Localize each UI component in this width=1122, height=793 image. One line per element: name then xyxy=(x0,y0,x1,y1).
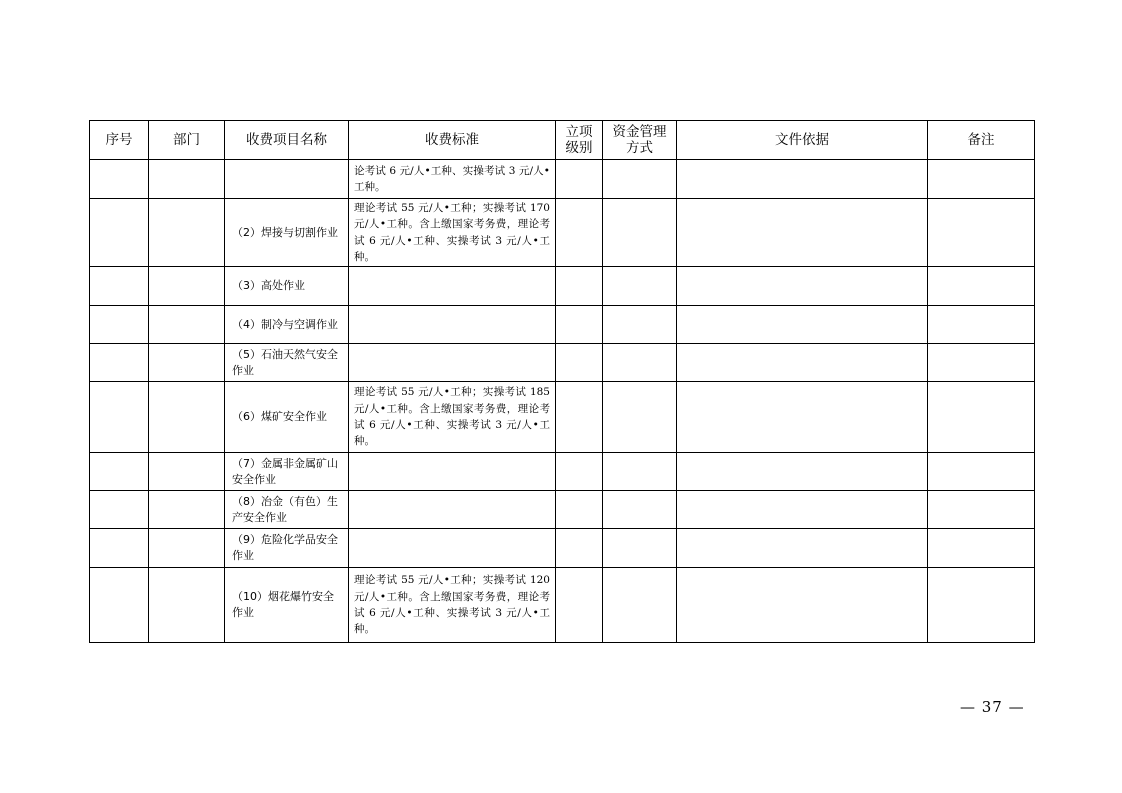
fee-table xyxy=(89,120,1035,643)
header-seq: 序号 xyxy=(90,121,149,160)
table-row xyxy=(90,344,1035,382)
fee-standard-cell xyxy=(349,491,556,529)
header-fund-line2: 方式 xyxy=(626,140,653,156)
header-item-name: 收费项目名称 xyxy=(225,121,349,160)
table-row xyxy=(90,306,1035,344)
fee-standard-cell xyxy=(349,344,556,382)
table-row xyxy=(90,382,1035,453)
table-row xyxy=(90,568,1035,643)
header-level-line2: 级别 xyxy=(565,140,593,156)
fee-standard-cell: 理论考试 55 元/人•工种；实操考试 120 元/人•工种。含上缴国家考务费，理论考试 6 元/人•工种、实操考试 3 元/人•工种。 xyxy=(349,568,556,643)
table-row xyxy=(90,529,1035,568)
fee-standard-cell: 理论考试 55 元/人•工种；实操考试 170 元/人•工种。含上缴国家考务费，理论考试 6 元/人•工种、实操考试 3 元/人•工种。 xyxy=(349,199,556,267)
item-name-cell: （4）制冷与空调作业 xyxy=(225,306,349,344)
item-name-cell: （9）危险化学品安全作业 xyxy=(225,529,349,568)
item-name-cell xyxy=(225,160,349,199)
item-name-cell: （6）煤矿安全作业 xyxy=(225,382,349,453)
header-dept: 部门 xyxy=(149,121,225,160)
fee-standard-cell xyxy=(349,306,556,344)
item-name-cell: （2）焊接与切割作业 xyxy=(225,199,349,267)
table-row xyxy=(90,491,1035,529)
fee-standard-cell xyxy=(349,453,556,491)
header-row xyxy=(90,121,1035,160)
item-name-cell: （7）金属非金属矿山安全作业 xyxy=(225,453,349,491)
header-level xyxy=(556,121,603,160)
table-row xyxy=(90,267,1035,306)
header-fund xyxy=(603,121,677,160)
item-name-cell: （8）冶金（有色）生产安全作业 xyxy=(225,491,349,529)
fee-standard-cell xyxy=(349,267,556,306)
table-row xyxy=(90,199,1035,267)
table-row xyxy=(90,453,1035,491)
fee-standard-cell xyxy=(349,529,556,568)
page-number: — 37 — xyxy=(960,698,1025,716)
item-name-cell: （3）高处作业 xyxy=(225,267,349,306)
item-name-cell: （5）石油天然气安全作业 xyxy=(225,344,349,382)
header-fund-line1: 资金管理 xyxy=(612,124,667,140)
header-basis: 文件依据 xyxy=(677,121,928,160)
header-remark: 备注 xyxy=(928,121,1035,160)
header-level-line1: 立项 xyxy=(565,124,593,140)
item-name-cell: （10）烟花爆竹安全作业 xyxy=(225,568,349,643)
header-standard: 收费标准 xyxy=(349,121,556,160)
fee-standard-cell: 理论考试 55 元/人•工种；实操考试 185 元/人•工种。含上缴国家考务费，理论考试 6 元/人•工种、实操考试 3 元/人•工种。 xyxy=(349,382,556,453)
fee-standard-cell: 论考试 6 元/人•工种、实操考试 3 元/人•工种。 xyxy=(349,160,556,199)
table-row xyxy=(90,160,1035,199)
